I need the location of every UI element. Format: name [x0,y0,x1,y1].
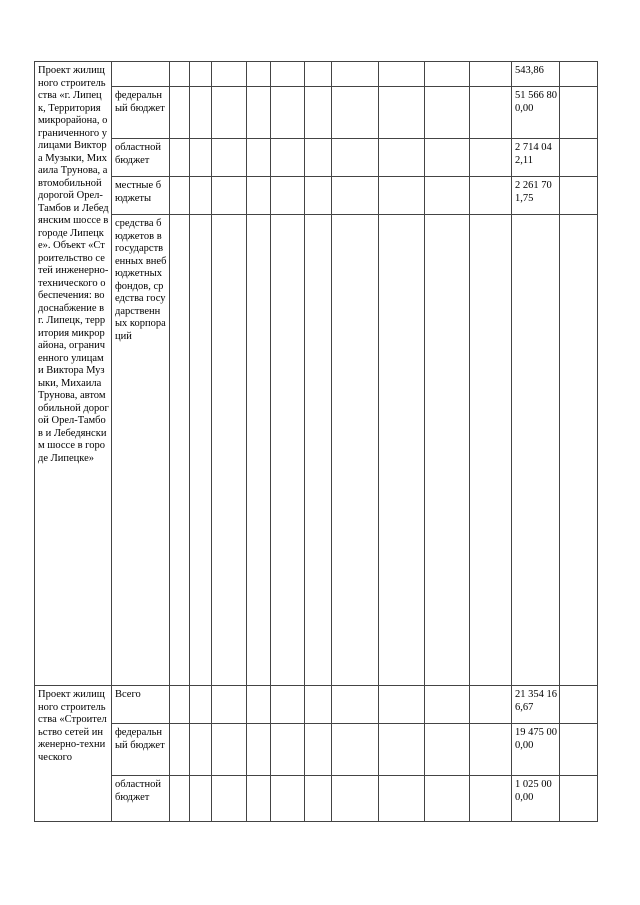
empty-cell [379,686,425,724]
empty-cell [305,177,332,215]
amount-cell: 2 714 042,11 [512,139,560,177]
empty-cell [470,62,512,87]
empty-cell [212,87,247,139]
empty-cell [379,177,425,215]
amount-cell: 19 475 000,00 [512,724,560,776]
empty-cell [247,724,271,776]
funding-source-cell: местные бюджеты [112,177,170,215]
funding-source-cell: областной бюджет [112,776,170,822]
empty-cell [305,62,332,87]
empty-cell [170,215,190,686]
empty-cell [470,724,512,776]
empty-cell [379,139,425,177]
empty-cell [560,724,598,776]
empty-cell [470,776,512,822]
empty-cell [332,87,379,139]
empty-cell [560,177,598,215]
empty-cell [332,215,379,686]
empty-cell [190,724,212,776]
funding-source-cell: федеральный бюджет [112,87,170,139]
empty-cell [560,686,598,724]
empty-cell [247,177,271,215]
table-row [35,686,598,724]
empty-cell [560,62,598,87]
empty-cell [212,139,247,177]
table-row [35,139,598,177]
funding-table [34,61,598,822]
empty-cell [305,139,332,177]
empty-cell [425,776,470,822]
project-name-cell: Проект жилищного строительства «Строительство сетей инженерно-технического [35,686,112,822]
empty-cell [170,87,190,139]
table-row [35,776,598,822]
empty-cell [212,724,247,776]
amount-cell: 543,86 [512,62,560,87]
funding-source-cell: средства бюджетов в государственных внебюджетных фондов, средства государственных корпораций [112,215,170,686]
empty-cell [470,686,512,724]
empty-cell [247,776,271,822]
empty-cell [190,139,212,177]
empty-cell [332,686,379,724]
empty-cell [271,177,305,215]
empty-cell [190,62,212,87]
empty-cell [170,776,190,822]
empty-cell [247,139,271,177]
empty-cell [425,177,470,215]
empty-cell [271,724,305,776]
empty-cell [190,177,212,215]
empty-cell [170,686,190,724]
empty-cell [425,62,470,87]
empty-cell [560,215,598,686]
amount-cell: 51 566 800,00 [512,87,560,139]
empty-cell [425,724,470,776]
empty-cell [305,215,332,686]
empty-cell [190,686,212,724]
empty-cell [425,686,470,724]
empty-cell [560,776,598,822]
empty-cell [271,87,305,139]
amount-cell: 21 354 166,67 [512,686,560,724]
project-name-cell: Проект жилищного строительства «г. Липецк, Территория микрорайона, ограниченного улицами Виктора Музыки, Михаила Трунова, автомобильной дорогой Орел-Тамбов и Лебедянским шоссе в городе Липецке». Объект «Строительство сетей инженерно-технического обеспечения: водоснабжение в г. Липецк, территория микрорайона, ограниченного улицами Виктора Музыки, Михаила Трунова, автомобильной дорогой Орел-Тамбов и Лебедянским шоссе в городе Липецке» [35,62,112,686]
empty-cell [271,215,305,686]
empty-cell [470,177,512,215]
empty-cell [305,724,332,776]
empty-cell [170,177,190,215]
table-row [35,724,598,776]
empty-cell [305,87,332,139]
empty-cell [170,724,190,776]
empty-cell [560,139,598,177]
empty-cell [379,62,425,87]
empty-cell [247,686,271,724]
empty-cell [332,776,379,822]
empty-cell [560,87,598,139]
amount-cell [512,215,560,686]
empty-cell [379,776,425,822]
empty-cell [190,87,212,139]
empty-cell [190,776,212,822]
empty-cell [170,139,190,177]
empty-cell [305,686,332,724]
empty-cell [305,776,332,822]
empty-cell [212,215,247,686]
empty-cell [425,139,470,177]
empty-cell [271,686,305,724]
empty-cell [271,776,305,822]
empty-cell [247,215,271,686]
empty-cell [190,215,212,686]
empty-cell [470,139,512,177]
empty-cell [247,62,271,87]
funding-source-cell: областной бюджет [112,139,170,177]
empty-cell [170,62,190,87]
empty-cell [212,686,247,724]
empty-cell [247,87,271,139]
empty-cell [379,724,425,776]
table-row [35,215,598,686]
empty-cell [332,177,379,215]
empty-cell [332,724,379,776]
amount-cell: 2 261 701,75 [512,177,560,215]
table-row [35,177,598,215]
funding-source-cell: Всего [112,686,170,724]
empty-cell [212,776,247,822]
empty-cell [470,87,512,139]
empty-cell [332,62,379,87]
empty-cell [271,139,305,177]
funding-source-cell [112,62,170,87]
empty-cell [379,215,425,686]
empty-cell [425,87,470,139]
empty-cell [271,62,305,87]
empty-cell [212,177,247,215]
empty-cell [332,139,379,177]
empty-cell [379,87,425,139]
empty-cell [425,215,470,686]
amount-cell: 1 025 000,00 [512,776,560,822]
funding-source-cell: федеральный бюджет [112,724,170,776]
table-row [35,62,598,87]
empty-cell [470,215,512,686]
table-row [35,87,598,139]
empty-cell [212,62,247,87]
